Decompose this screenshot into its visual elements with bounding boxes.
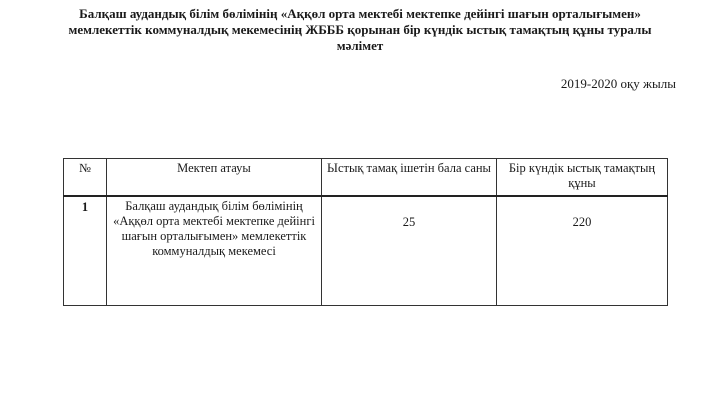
row-children-count: 25	[322, 196, 497, 306]
row-meal-cost: 220	[497, 196, 668, 306]
document-title	[30, 6, 690, 54]
row-number: 1	[64, 196, 107, 306]
meal-cost-table	[63, 158, 668, 306]
header-children-count: Ыстық тамақ ішетін бала саны	[322, 159, 497, 196]
table-row	[64, 196, 668, 306]
title-line-2: мемлекеттік коммуналдық мекемесінің ЖБББ қорынан бір күндік ыстық тамақтың құны туралы	[68, 22, 652, 37]
school-year-label: 2019-2020 оқу жылы	[560, 76, 676, 91]
row-school-name: Балқаш аудандық білім бөлімінің «Аққөл орта мектебі мектепке дейінгі шағын орталығымен» мемлекеттік коммуналдық мекемесі	[107, 196, 322, 306]
title-line-1: Балқаш аудандық білім бөлімінің «Аққөл орта мектебі мектепке дейінгі шағын орталығымен»	[79, 6, 641, 21]
header-school-name: Мектеп атауы	[107, 159, 322, 196]
header-meal-cost: Бір күндік ыстық тамақтың құны	[497, 159, 668, 196]
header-number: №	[64, 159, 107, 196]
table-header-row	[64, 159, 668, 196]
title-line-3: мәлімет	[336, 38, 384, 53]
